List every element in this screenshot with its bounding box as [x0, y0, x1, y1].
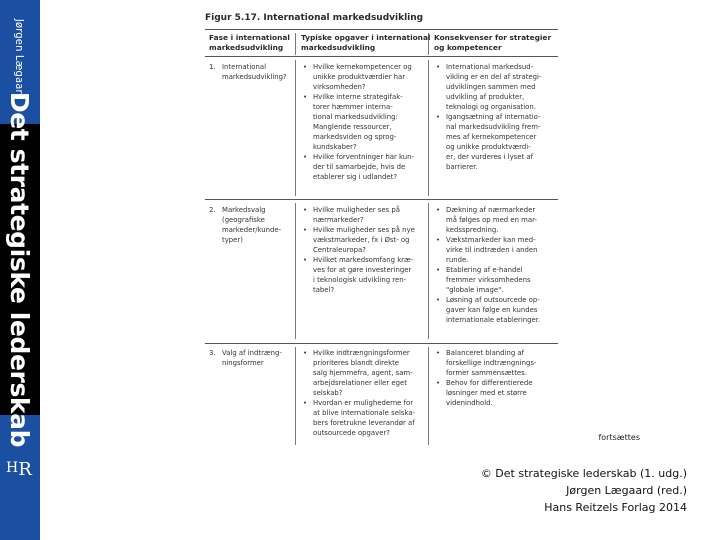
column-header-tasks: Typiske opgaver i international markedsudvikling [301, 33, 431, 52]
text-line: må følges op med en mar- [446, 216, 537, 224]
column-divider [295, 33, 296, 55]
row-tasks [301, 348, 415, 438]
text-line: selskab? [313, 389, 343, 397]
text-line: vikling er en del af strategi- [446, 73, 542, 81]
list-item [301, 152, 414, 182]
text-line: virke til indtræden i anden [446, 246, 538, 254]
spine-book-title: Det strategiske lederskab [5, 91, 35, 448]
text-line: fremmer virksomhedens [446, 276, 531, 284]
text-line: • Hvilke interne strategifak- [313, 93, 403, 101]
row-consequences [434, 348, 536, 408]
text-line: bers foretrukne leverandør af [313, 419, 415, 427]
text-line: prioriteres blandt direkte [313, 359, 400, 367]
column-divider [428, 60, 429, 196]
row-consequences [434, 62, 541, 172]
publisher-logo-icon: HR [6, 459, 32, 480]
text-line: kedsspredning. [446, 226, 499, 234]
text-line: • Behov for differentierede [446, 379, 533, 387]
text-line: internationale etableringer. [446, 316, 541, 324]
continued-label: fortsættes [598, 433, 640, 442]
list-item [301, 348, 415, 398]
table-top-rule [205, 29, 558, 30]
list-item [434, 112, 541, 172]
table-header-rule [205, 56, 558, 57]
text-line: er, der vurderes i lyset af [446, 153, 534, 161]
text-line: Centraleuropa? [313, 246, 366, 254]
text-line: kundskaber? [313, 143, 357, 151]
text-line: typer) [222, 236, 243, 244]
figure-title: Figur 5.17. International markedsudvikling [205, 13, 424, 23]
footer-line-publisher: Hans Reitzels Forlag 2014 [544, 501, 687, 514]
text-line: outsourcede opgaver? [313, 429, 390, 437]
list-item [434, 378, 536, 408]
list-item [301, 398, 415, 438]
text-line: • Vækstmarkeder kan med- [446, 236, 536, 244]
text-line: videnindhold. [446, 399, 493, 407]
row-number: 1. [209, 63, 216, 71]
text-line: • Hvilke muligheder ses på nye [313, 226, 415, 234]
text-line: mes af kernekompetencer [446, 133, 537, 141]
text-line: • Hvilke forventninger har kun- [313, 153, 415, 161]
text-line: salg hjemmefra, agent, sam- [313, 369, 413, 377]
text-line: • International markedsud- [446, 63, 534, 71]
list-item [301, 205, 415, 225]
column-divider [428, 203, 429, 339]
column-divider [428, 347, 429, 445]
list-item [434, 205, 540, 235]
spine-author-text: Jørgen Lægaard [13, 18, 27, 100]
text-line: "globale image". [446, 286, 504, 294]
text-line: • Hvilke muligheder ses på [313, 206, 400, 214]
text-line: barrierer. [446, 163, 478, 171]
text-line: og unikke produktværdi- [446, 143, 531, 151]
text-line: markedsudvikling? [222, 73, 287, 81]
book-spine [0, 0, 40, 540]
row-number: 2. [209, 206, 216, 214]
text-line: • Dækning af nærmarkeder [446, 206, 536, 214]
text-line: nærmarkeder? [313, 216, 364, 224]
list-item [301, 92, 414, 152]
footer-line-editor: Jørgen Lægaard (red.) [566, 484, 687, 497]
table-row-divider [205, 343, 558, 344]
list-item [301, 225, 415, 255]
text-line: • Etablering af e-handel [446, 266, 523, 274]
table-row-divider [205, 199, 558, 200]
text-line: torer hæmmer interna- [313, 103, 393, 111]
text-line: arbejdsrelationer eller eget [313, 379, 407, 387]
text-line: teknologi og organisation. [446, 103, 536, 111]
text-line: • Hvilke indtrængningsformer [313, 349, 410, 357]
text-line: forskellige indtrængnings- [446, 359, 537, 367]
row-phase [222, 62, 287, 82]
column-header-phase: Fase i international markedsudvikling [209, 33, 290, 52]
text-line: gaver kan følge en kundes [446, 306, 538, 314]
text-line: virksomheden? [313, 83, 366, 91]
text-line: udviklingen sammen med [446, 83, 536, 91]
text-line: • Løsning af outsourcede op- [446, 296, 540, 304]
footer-line-title: © Det strategiske lederskab (1. udg.) [480, 467, 687, 480]
text-line: løsninger med et større [446, 389, 527, 397]
column-divider [295, 347, 296, 445]
text-line: der til samarbejde, hvis de [313, 163, 406, 171]
column-header-consequences: Konsekvenser for strategier og kompetencer [434, 33, 552, 52]
text-line: Markedsvalg [222, 206, 266, 214]
column-divider [295, 60, 296, 196]
text-line: i teknologisk udvikling ren- [313, 276, 407, 284]
list-item [434, 348, 536, 378]
list-item [301, 255, 415, 295]
text-line: etablerer sig i udlandet? [313, 173, 398, 181]
column-divider [295, 203, 296, 339]
row-consequences [434, 205, 540, 325]
text-line: ves for at gøre investeringer [313, 266, 412, 274]
text-line: nal markedsudvikling frem- [446, 123, 541, 131]
text-line: • Hvilket markedsomfang kræ- [313, 256, 414, 264]
row-number: 3. [209, 349, 216, 357]
text-line: Valg af indtræng- [222, 349, 282, 357]
text-line: markedsviden og sprog- [313, 133, 397, 141]
spine-title-block [0, 91, 40, 448]
list-item [434, 235, 540, 265]
row-phase [222, 348, 282, 368]
text-line: tional markedsudvikling: [313, 113, 398, 121]
text-line: • Hvordan er mulighederne for [313, 399, 414, 407]
text-line: tabel? [313, 286, 335, 294]
text-line: at blive internationale selska- [313, 409, 416, 417]
list-item [301, 62, 414, 92]
text-line: • Igangsætning af internatio- [446, 113, 541, 121]
text-line: (geografiske [222, 216, 265, 224]
list-item [434, 62, 541, 112]
list-item [434, 295, 540, 325]
text-line: • Balanceret blanding af [446, 349, 525, 357]
text-line: Manglende ressourcer, [313, 123, 392, 131]
text-line: vækstmarkeder, fx i Øst- og [313, 236, 410, 244]
text-line: • Hvilke kernekompetencer og [313, 63, 412, 71]
row-tasks [301, 62, 414, 182]
row-phase [222, 205, 281, 245]
list-item [434, 265, 540, 295]
text-line: unikke produktværdier har [313, 73, 406, 81]
copyright-footer [481, 465, 687, 516]
text-line: ningsformer [222, 359, 264, 367]
text-line: runde. [446, 256, 469, 264]
text-line: former sammensættes. [446, 369, 527, 377]
text-line: udvikling af produkter, [446, 93, 525, 101]
text-line: markeder/kunde- [222, 226, 282, 234]
row-tasks [301, 205, 415, 295]
text-line: International [222, 63, 266, 71]
